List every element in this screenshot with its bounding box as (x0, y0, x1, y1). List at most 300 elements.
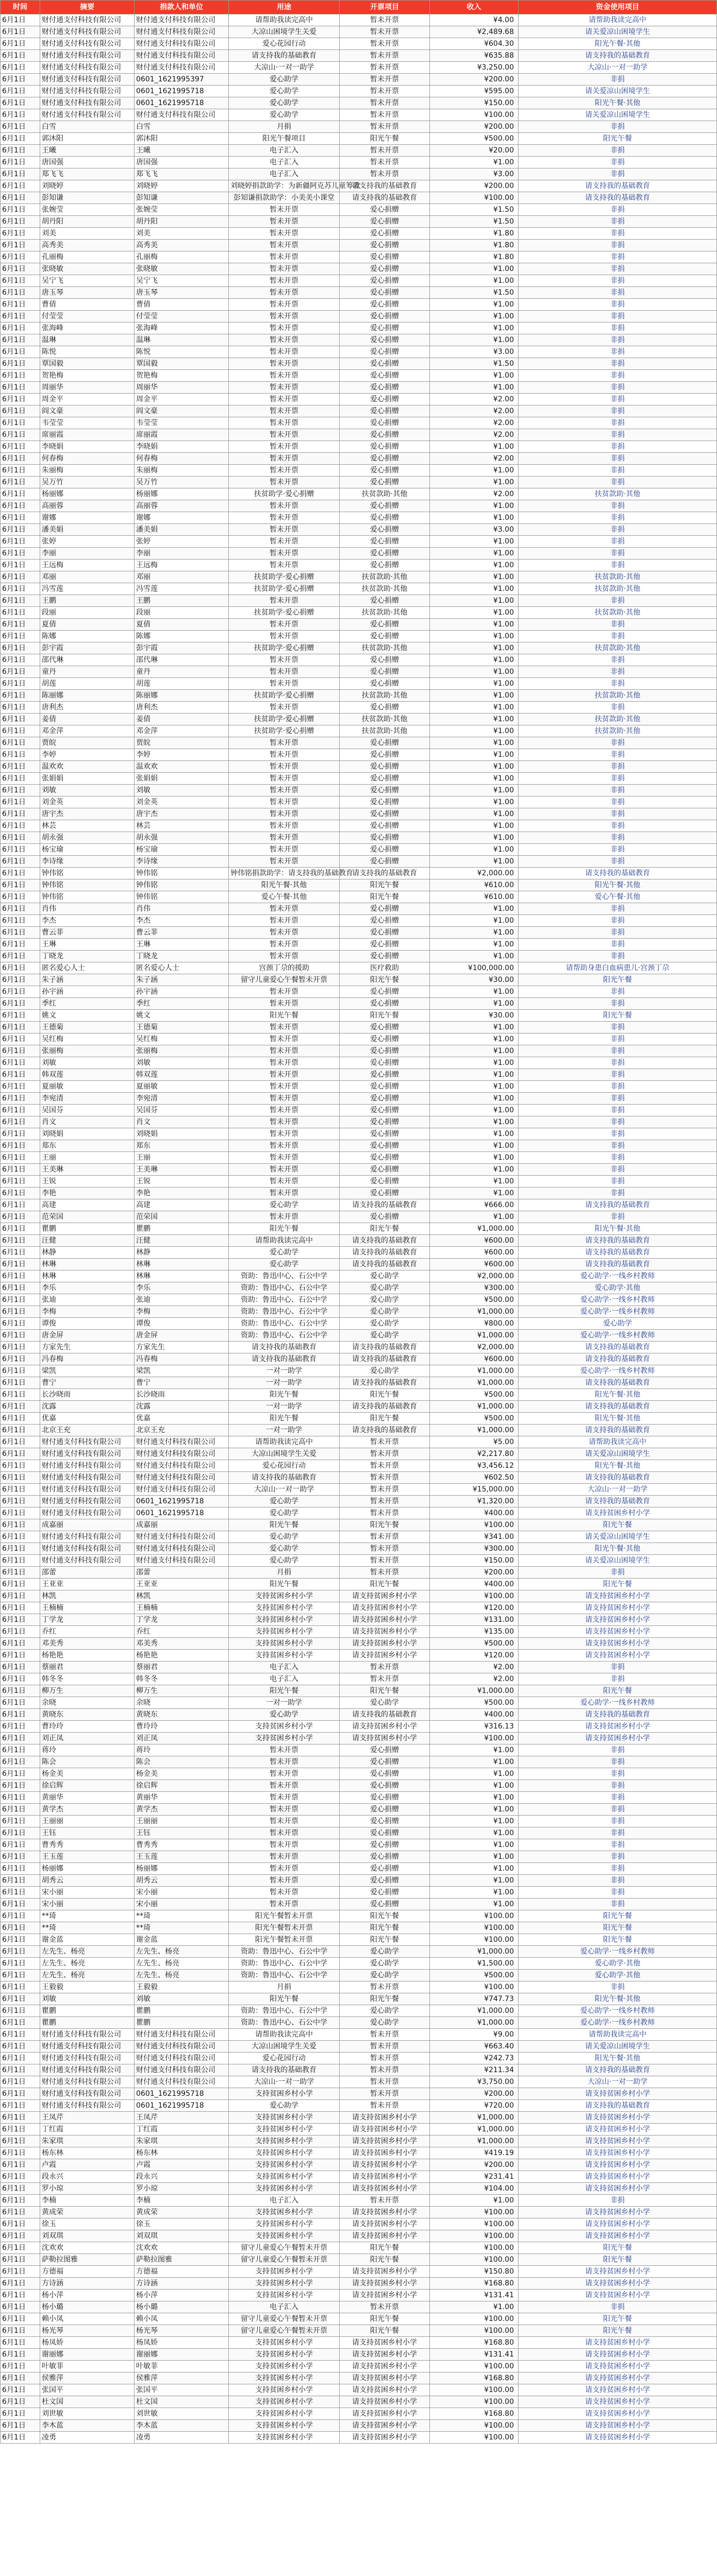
header-invoice-item: 开票项目 (340, 1, 430, 14)
cell-income: ¥1.00 (430, 1140, 519, 1152)
cell-invoice-item: 请支持贫困乡村小学 (340, 2159, 430, 2171)
cell-purpose: 资助：鲁迅中心、石公中学 (229, 1270, 340, 1282)
table-row (1, 1425, 717, 1436)
cell-purpose: 阳光午餐 (229, 1010, 340, 1022)
cell-donor: 谢金蓝 (135, 1934, 229, 1946)
cell-invoice-item: 爱心捐赠 (340, 1827, 430, 1839)
cell-date: 6月1日 (1, 1318, 40, 1330)
cell-invoice-item: 爱心捐赠 (340, 1744, 430, 1756)
cell-donor: 杨艳艳 (135, 1650, 229, 1662)
cell-purpose: 支持贫困乡村小学 (229, 1626, 340, 1638)
cell-income: ¥1.00 (430, 441, 519, 453)
cell-summary: 瞿鹏 (40, 2017, 135, 2029)
cell-purpose: 月捐 (229, 121, 340, 133)
table-row (1, 642, 717, 654)
cell-fund-use: 请支持我的基础教育 (519, 2100, 717, 2112)
cell-fund-use: 阳光午餐 (519, 1685, 717, 1697)
cell-invoice-item: 暂未开票 (340, 2076, 430, 2088)
cell-invoice-item: 爱心捐赠 (340, 1045, 430, 1057)
cell-purpose: 阳光午餐暂未开票 (229, 1922, 340, 1934)
cell-income: ¥1.00 (430, 820, 519, 832)
cell-income: ¥1.00 (430, 1164, 519, 1176)
table-row (1, 382, 717, 394)
table-row (1, 1602, 717, 1614)
cell-fund-use: 非捐 (519, 1093, 717, 1105)
cell-invoice-item: 阳光午餐 (340, 879, 430, 891)
cell-income: ¥1,000.00 (430, 2017, 519, 2029)
cell-summary: 王丽丽 (40, 1816, 135, 1827)
cell-invoice-item: 爱心捐赠 (340, 370, 430, 382)
table-row (1, 2266, 717, 2278)
table-row (1, 1472, 717, 1484)
cell-fund-use: 请支持贫困乡村小学 (519, 2396, 717, 2408)
cell-fund-use: 请支持贫困乡村小学 (519, 2372, 717, 2384)
cell-invoice-item: 阳光午餐 (340, 974, 430, 986)
cell-summary: 白雪 (40, 121, 135, 133)
cell-summary: 张晓敏 (40, 263, 135, 275)
table-row (1, 1863, 717, 1875)
cell-invoice-item: 暂未开票 (340, 1507, 430, 1519)
cell-purpose: 暂未开票 (229, 299, 340, 311)
cell-summary: 杨小萍 (40, 2290, 135, 2301)
table-row (1, 168, 717, 180)
cell-fund-use: 请支持贫困乡村小学 (519, 2266, 717, 2278)
cell-purpose: 暂未开票 (229, 334, 340, 346)
cell-purpose: 爱心助学 (229, 2100, 340, 2112)
table-row (1, 524, 717, 536)
ledger-body (1, 14, 717, 2444)
cell-fund-use: 阳光午餐 (519, 1910, 717, 1922)
cell-income: ¥1.00 (430, 773, 519, 785)
cell-income: ¥3.00 (430, 346, 519, 358)
cell-income: ¥1.00 (430, 477, 519, 488)
cell-purpose: 爱心花园行动 (229, 2053, 340, 2064)
cell-summary: 李丽 (40, 548, 135, 560)
cell-donor: 韦莹莹 (135, 417, 229, 429)
cell-purpose: 暂未开票 (229, 323, 340, 334)
header-date: 时间 (1, 1, 40, 14)
cell-purpose: 暂未开票 (229, 631, 340, 642)
cell-summary: 财付通支付科技有限公司 (40, 2088, 135, 2100)
cell-income: ¥1.00 (430, 856, 519, 868)
cell-purpose: 暂未开票 (229, 1851, 340, 1863)
table-row (1, 1436, 717, 1448)
cell-fund-use: 阳光午餐·其他 (519, 1543, 717, 1555)
cell-invoice-item: 暂未开票 (340, 109, 430, 121)
cell-date: 6月1日 (1, 2100, 40, 2112)
cell-donor: 梁凯 (135, 1365, 229, 1377)
cell-summary: 姜倩 (40, 714, 135, 725)
cell-income: ¥1.50 (430, 287, 519, 299)
cell-donor: 孔丽梅 (135, 251, 229, 263)
cell-summary: 丁晓龙 (40, 951, 135, 962)
cell-date: 6月1日 (1, 38, 40, 50)
cell-purpose: 钟伟铭捐款助学：请支持我的基础教育 (229, 868, 340, 879)
table-row (1, 2136, 717, 2147)
cell-invoice-item: 阳光午餐 (340, 1519, 430, 1531)
cell-invoice-item: 请支持贫困乡村小学 (340, 2290, 430, 2301)
cell-fund-use: 爱心助学·一线乡村教师 (519, 1946, 717, 1958)
cell-donor: 柳万生 (135, 1685, 229, 1697)
cell-invoice-item: 请支持我的基础教育 (340, 868, 430, 879)
cell-donor: 钟伟铭 (135, 868, 229, 879)
cell-donor: 宋小丽 (135, 1899, 229, 1910)
cell-fund-use: 非捐 (519, 145, 717, 157)
cell-invoice-item: 爱心捐赠 (340, 1116, 430, 1128)
cell-invoice-item: 爱心捐赠 (340, 429, 430, 441)
cell-purpose: 资助：鲁迅中心、石公中学 (229, 2017, 340, 2029)
cell-fund-use: 非捐 (519, 560, 717, 571)
cell-summary: 财付通支付科技有限公司 (40, 1507, 135, 1519)
table-row (1, 1152, 717, 1164)
cell-fund-use: 请帮助我读完高中 (519, 14, 717, 26)
cell-summary: 杨宝瑜 (40, 844, 135, 856)
cell-date: 6月1日 (1, 560, 40, 571)
cell-income: ¥500.00 (430, 1389, 519, 1401)
cell-income: ¥600.00 (430, 1247, 519, 1259)
cell-purpose: 阳光午餐 (229, 1579, 340, 1590)
table-row (1, 370, 717, 382)
cell-fund-use: 请帮助身患白血病患儿·宫颈丁尕 (519, 962, 717, 974)
cell-fund-use: 大凉山·一对一助学 (519, 62, 717, 74)
cell-invoice-item: 请支持贫困乡村小学 (340, 2432, 430, 2444)
cell-donor: 姚文 (135, 1010, 229, 1022)
cell-purpose: 资助：鲁迅中心、石公中学 (229, 1330, 340, 1342)
cell-summary: 张海峰 (40, 323, 135, 334)
cell-summary: 财付通支付科技有限公司 (40, 2053, 135, 2064)
cell-purpose: 资助：鲁迅中心、石公中学 (229, 1306, 340, 1318)
cell-income: ¥1.00 (430, 832, 519, 844)
cell-purpose: 电子汇入 (229, 1673, 340, 1685)
cell-invoice-item: 爱心助学 (340, 1294, 430, 1306)
cell-date: 6月1日 (1, 1045, 40, 1057)
table-row (1, 2064, 717, 2076)
table-row (1, 216, 717, 228)
cell-purpose: 支持贫困乡村小学 (229, 2384, 340, 2396)
cell-invoice-item: 暂未开票 (340, 1436, 430, 1448)
cell-purpose: 支持贫困乡村小学 (229, 2136, 340, 2147)
cell-income: ¥2.00 (430, 453, 519, 465)
cell-invoice-item: 暂未开票 (340, 1662, 430, 1673)
cell-donor: 韩冬冬 (135, 1673, 229, 1685)
cell-fund-use: 阳光午餐·其他 (519, 97, 717, 109)
cell-donor: 郑飞飞 (135, 168, 229, 180)
cell-summary: 王鹏 (40, 595, 135, 607)
cell-date: 6月1日 (1, 1033, 40, 1045)
table-row (1, 986, 717, 998)
cell-date: 6月1日 (1, 1993, 40, 2005)
table-row (1, 441, 717, 453)
cell-fund-use: 非捐 (519, 453, 717, 465)
cell-fund-use: 非捐 (519, 737, 717, 749)
cell-summary: 高丽蓉 (40, 500, 135, 512)
cell-donor: 杨宝瑜 (135, 844, 229, 856)
cell-donor: 王琳 (135, 939, 229, 951)
cell-donor: 余晓 (135, 1697, 229, 1709)
cell-summary: 财付通支付科技有限公司 (40, 2064, 135, 2076)
cell-summary: 夏丽敏 (40, 1081, 135, 1093)
cell-summary: 朱子涵 (40, 974, 135, 986)
cell-donor: 胡莲 (135, 678, 229, 690)
cell-invoice-item: 爱心捐赠 (340, 1105, 430, 1116)
cell-purpose: 暂未开票 (229, 536, 340, 548)
cell-fund-use: 非捐 (519, 2195, 717, 2207)
cell-summary: 王琳 (40, 939, 135, 951)
cell-income: ¥100.00 (430, 2254, 519, 2266)
cell-fund-use: 阳光午餐 (519, 1579, 717, 1590)
table-row (1, 1579, 717, 1590)
cell-donor: 范荣国 (135, 1211, 229, 1223)
cell-purpose: 资助：鲁迅中心、石公中学 (229, 1318, 340, 1330)
cell-invoice-item: 爱心助学 (340, 1282, 430, 1294)
cell-income: ¥1.50 (430, 204, 519, 216)
cell-donor: 郑东 (135, 1140, 229, 1152)
cell-date: 6月1日 (1, 1590, 40, 1602)
cell-fund-use: 非捐 (519, 1816, 717, 1827)
cell-invoice-item: 暂未开票 (340, 157, 430, 168)
cell-income: ¥100.00 (430, 2207, 519, 2218)
cell-income: ¥100.00 (430, 2384, 519, 2396)
cell-income: ¥2.00 (430, 405, 519, 417)
cell-summary: 左先生、杨亮 (40, 1946, 135, 1958)
cell-fund-use: 爱心助学·其他 (519, 1970, 717, 1981)
cell-fund-use: 非捐 (519, 429, 717, 441)
cell-date: 6月1日 (1, 2053, 40, 2064)
cell-date: 6月1日 (1, 1970, 40, 1981)
table-row (1, 832, 717, 844)
cell-summary: 肖伟 (40, 903, 135, 915)
cell-fund-use: 非捐 (519, 1875, 717, 1887)
cell-fund-use: 请支持贫困乡村小学 (519, 1650, 717, 1662)
cell-income: ¥168.80 (430, 2372, 519, 2384)
table-row (1, 1259, 717, 1270)
cell-summary: 吴万竹 (40, 477, 135, 488)
cell-summary: 朱家琪 (40, 2136, 135, 2147)
table-row (1, 2372, 717, 2384)
cell-date: 6月1日 (1, 2408, 40, 2420)
cell-summary: 刘世敏 (40, 2408, 135, 2420)
cell-summary: 汪健 (40, 1235, 135, 1247)
cell-summary: 杨艳艳 (40, 1650, 135, 1662)
cell-purpose: 留守儿童爱心午餐暂未开票 (229, 2313, 340, 2325)
cell-purpose: 暂未开票 (229, 441, 340, 453)
cell-donor: 刘敏 (135, 1993, 229, 2005)
cell-summary: 王钰 (40, 1827, 135, 1839)
cell-purpose: 暂未开票 (229, 1057, 340, 1069)
cell-invoice-item: 暂未开票 (340, 1460, 430, 1472)
cell-summary: 财付通支付科技有限公司 (40, 26, 135, 38)
cell-fund-use: 请关爱凉山困境学生 (519, 26, 717, 38)
cell-summary: 覃国毅 (40, 358, 135, 370)
cell-donor: 优嘉 (135, 1413, 229, 1425)
cell-invoice-item: 爱心捐赠 (340, 1093, 430, 1105)
cell-invoice-item: 扶贫款助·其他 (340, 642, 430, 654)
table-row (1, 1899, 717, 1910)
cell-invoice-item: 阳光午餐 (340, 1010, 430, 1022)
table-row (1, 1744, 717, 1756)
cell-purpose: 暂未开票 (229, 702, 340, 714)
cell-summary: 财付通支付科技有限公司 (40, 109, 135, 121)
cell-purpose: 爱心助学 (229, 1259, 340, 1270)
cell-invoice-item: 扶贫款助·其他 (340, 583, 430, 595)
cell-purpose: 电子汇入 (229, 2195, 340, 2207)
cell-invoice-item: 扶贫款助·其他 (340, 488, 430, 500)
cell-donor: 财付通支付科技有限公司 (135, 1472, 229, 1484)
cell-invoice-item: 爱心捐赠 (340, 631, 430, 642)
cell-summary: 王德菊 (40, 1022, 135, 1033)
cell-donor: 夏倩 (135, 619, 229, 631)
cell-income: ¥211.34 (430, 2064, 519, 2076)
cell-invoice-item: 暂未开票 (340, 2100, 430, 2112)
cell-donor: 曹云菲 (135, 927, 229, 939)
cell-date: 6月1日 (1, 986, 40, 998)
cell-fund-use: 请支持我的基础教育 (519, 1353, 717, 1365)
table-row (1, 1389, 717, 1401)
cell-fund-use: 非捐 (519, 524, 717, 536)
cell-income: ¥1.00 (430, 749, 519, 761)
cell-income: ¥1.00 (430, 157, 519, 168)
cell-summary: 陈娜 (40, 631, 135, 642)
table-row (1, 1697, 717, 1709)
cell-summary: 唐玉琴 (40, 287, 135, 299)
cell-fund-use: 非捐 (519, 263, 717, 275)
cell-donor: 韩双莲 (135, 1069, 229, 1081)
table-row (1, 2337, 717, 2349)
table-row (1, 1958, 717, 1970)
cell-fund-use: 请支持我的基础教育 (519, 180, 717, 192)
cell-summary: 唐利杰 (40, 702, 135, 714)
cell-date: 6月1日 (1, 1093, 40, 1105)
cell-invoice-item: 爱心助学 (340, 1958, 430, 1970)
cell-invoice-item: 阳光午餐 (340, 2325, 430, 2337)
cell-income: ¥1.00 (430, 903, 519, 915)
cell-date: 6月1日 (1, 2361, 40, 2372)
cell-fund-use: 请支持贫困乡村小学 (519, 2183, 717, 2195)
cell-summary: 林凯 (40, 1590, 135, 1602)
cell-donor: 唐金屏 (135, 1330, 229, 1342)
cell-invoice-item: 爱心捐赠 (340, 287, 430, 299)
cell-donor: 张婷 (135, 536, 229, 548)
cell-purpose: 暂未开票 (229, 1744, 340, 1756)
cell-fund-use: 非捐 (519, 595, 717, 607)
cell-income: ¥1.00 (430, 1081, 519, 1093)
table-row (1, 2420, 717, 2432)
cell-date: 6月1日 (1, 607, 40, 619)
table-row (1, 1816, 717, 1827)
cell-purpose: 一对一助学 (229, 1365, 340, 1377)
cell-income: ¥100.00 (430, 2361, 519, 2372)
cell-invoice-item: 爱心助学 (340, 1306, 430, 1318)
cell-income: ¥400.00 (430, 1579, 519, 1590)
cell-income: ¥1.00 (430, 311, 519, 323)
cell-purpose: 暂未开票 (229, 1768, 340, 1780)
cell-donor: 杨小萍 (135, 2290, 229, 2301)
cell-income: ¥30.00 (430, 974, 519, 986)
cell-income: ¥720.00 (430, 2100, 519, 2112)
cell-date: 6月1日 (1, 702, 40, 714)
cell-purpose: 支持贫困乡村小学 (229, 1614, 340, 1626)
table-row (1, 394, 717, 405)
cell-summary: 长沙晓雨 (40, 1389, 135, 1401)
cell-fund-use: 非捐 (519, 465, 717, 477)
table-row (1, 1946, 717, 1958)
cell-date: 6月1日 (1, 808, 40, 820)
table-row (1, 868, 717, 879)
table-row (1, 1792, 717, 1804)
cell-income: ¥200.00 (430, 180, 519, 192)
cell-donor: 丁学龙 (135, 1614, 229, 1626)
cell-fund-use: 请支持贫困乡村小学 (519, 2088, 717, 2100)
table-row (1, 536, 717, 548)
cell-donor: 卢霞 (135, 2159, 229, 2171)
cell-date: 6月1日 (1, 216, 40, 228)
cell-fund-use: 请支持贫困乡村小学 (519, 2349, 717, 2361)
cell-purpose: 电子汇入 (229, 2301, 340, 2313)
cell-invoice-item: 爱心捐赠 (340, 216, 430, 228)
table-row (1, 1685, 717, 1697)
cell-donor: 瞿鹏 (135, 2005, 229, 2017)
cell-summary: 财付通支付科技有限公司 (40, 1460, 135, 1472)
cell-date: 6月1日 (1, 500, 40, 512)
table-row (1, 1460, 717, 1472)
cell-date: 6月1日 (1, 1259, 40, 1270)
cell-donor: 侯雅萍 (135, 2372, 229, 2384)
cell-fund-use: 请支持贫困乡村小学 (519, 2420, 717, 2432)
cell-invoice-item: 爱心捐赠 (340, 228, 430, 240)
header-row (1, 1, 717, 14)
cell-summary: 李杰 (40, 915, 135, 927)
cell-purpose: 暂未开票 (229, 1827, 340, 1839)
cell-donor: 刘晓娟 (135, 1128, 229, 1140)
cell-income: ¥2,217.80 (430, 1448, 519, 1460)
cell-income: ¥131.41 (430, 2290, 519, 2301)
cell-invoice-item: 爱心捐赠 (340, 240, 430, 251)
cell-purpose: 扶贫助学·爱心捐赠 (229, 725, 340, 737)
cell-summary: 林静 (40, 1247, 135, 1259)
cell-income: ¥1.00 (430, 1768, 519, 1780)
cell-date: 6月1日 (1, 1709, 40, 1721)
cell-date: 6月1日 (1, 74, 40, 86)
cell-summary: 财付通支付科技有限公司 (40, 1531, 135, 1543)
cell-summary: 彭知谦 (40, 192, 135, 204)
cell-fund-use: 阳光午餐 (519, 2254, 717, 2266)
cell-donor: **琦 (135, 1922, 229, 1934)
cell-invoice-item: 爱心助学 (340, 2005, 430, 2017)
cell-invoice-item: 爱心捐赠 (340, 346, 430, 358)
table-row (1, 2408, 717, 2420)
cell-summary: 张丽梅 (40, 1045, 135, 1057)
cell-fund-use: 阳光午餐·其他 (519, 1993, 717, 2005)
table-row (1, 1851, 717, 1863)
cell-date: 6月1日 (1, 394, 40, 405)
cell-purpose: 暂未开票 (229, 1164, 340, 1176)
cell-donor: 财付通支付科技有限公司 (135, 2076, 229, 2088)
cell-invoice-item: 暂未开票 (340, 2064, 430, 2076)
table-row (1, 583, 717, 595)
cell-invoice-item: 暂未开票 (340, 38, 430, 50)
table-row (1, 299, 717, 311)
cell-invoice-item: 爱心捐赠 (340, 666, 430, 678)
cell-date: 6月1日 (1, 654, 40, 666)
cell-invoice-item: 扶贫款助·其他 (340, 607, 430, 619)
cell-invoice-item: 爱心捐赠 (340, 749, 430, 761)
cell-date: 6月1日 (1, 121, 40, 133)
cell-donor: 杨东林 (135, 2147, 229, 2159)
cell-summary: 赖小凤 (40, 2313, 135, 2325)
table-row (1, 334, 717, 346)
cell-purpose: 暂未开票 (229, 251, 340, 263)
table-row (1, 595, 717, 607)
